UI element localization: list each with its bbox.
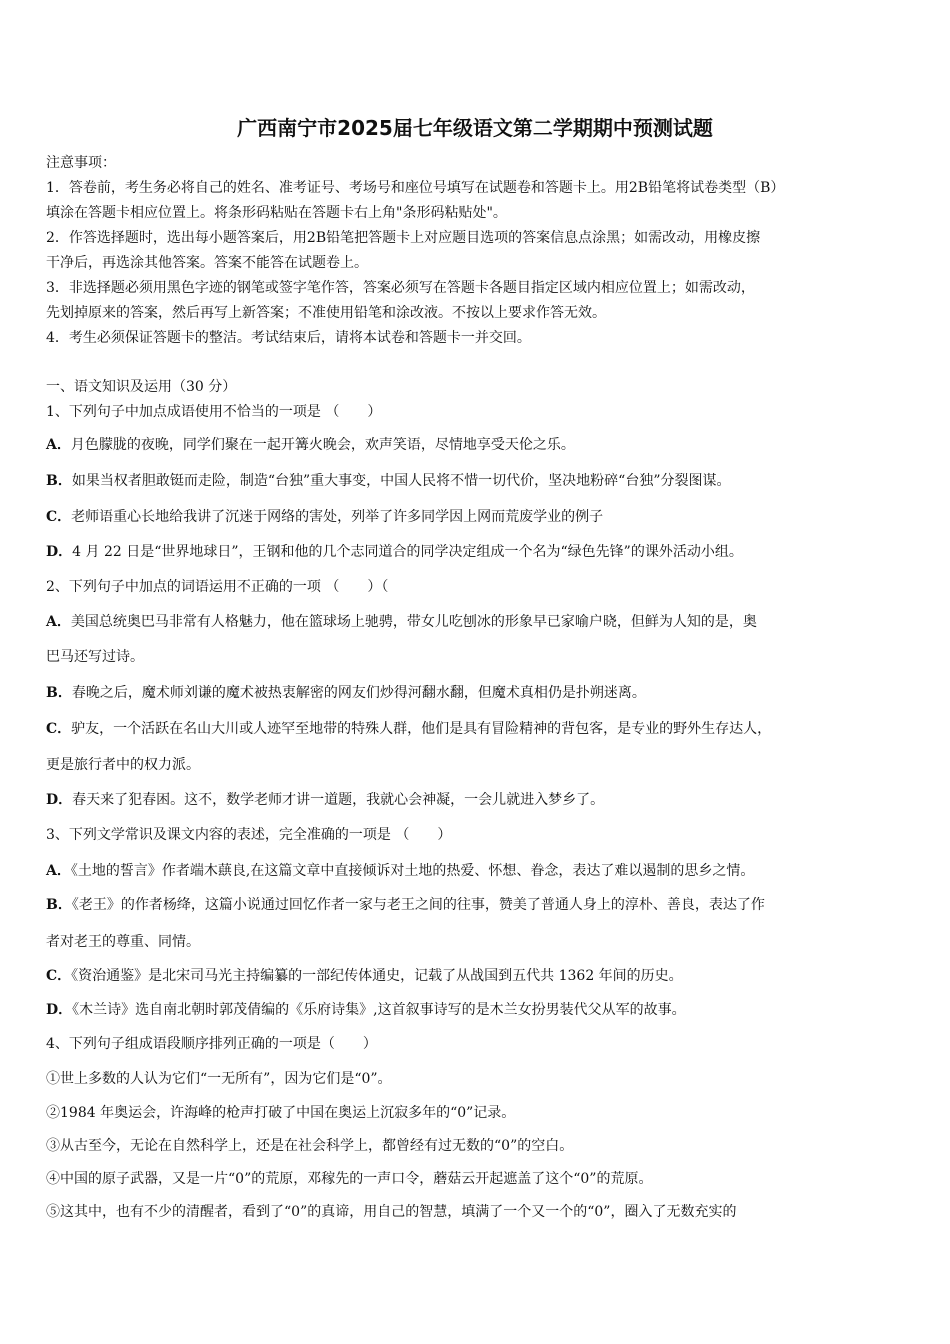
option-text: 春晚之后，魔术师刘谦的魔术被热衷解密的网友们炒得河翻水翻，但魔术真相仍是扑朔迷离。 [71, 685, 646, 701]
option-label: B． [46, 897, 72, 913]
question-2-stem: 2、下列句子中加点的词语运用不正确的一项 （ ）（ [46, 579, 389, 595]
question-3-option-d [46, 999, 908, 1019]
option-label: B． [46, 685, 72, 701]
section-heading: 一、语文知识及运用（30 分） [46, 379, 237, 395]
option-label: C． [46, 721, 72, 737]
notice-item-3a: 3．非选择题必须用黑色字迹的钢笔或签字笔作答，答案必须写在答题卡各题目指定区域内相应位置上；如需改动， [46, 280, 755, 296]
option-text: 月色朦胧的夜晚，同学们聚在一起开篝火晚会，欢声笑语，尽情地享受天伦之乐。 [70, 437, 575, 453]
notice-item-3b: 先划掉原来的答案，然后再写上新答案；不准使用铅笔和涂改液。不按以上要求作答无效。 [46, 305, 606, 321]
question-2-option-b [46, 682, 908, 702]
question-2-option-c-cont: 更是旅行者中的权力派。 [46, 757, 200, 773]
question-1-option-d [46, 541, 908, 561]
question-4-sentence-1: ①世上多数的人认为它们“一无所有”，因为它们是“0”。 [46, 1071, 392, 1087]
option-label: D． [46, 1002, 73, 1018]
option-text: 4 月 22 日是“世界地球日”，王钢和他的几个志同道合的同学决定组成一个名为“绿色先锋”的课外活动小组。 [72, 544, 743, 560]
page-title: 广西南宁市2025届七年级语文第二学期期中预测试题 [237, 116, 713, 140]
notice-item-2b: 干净后，再选涂其他答案。答案不能答在试题卷上。 [46, 255, 368, 271]
question-1-option-c [46, 506, 908, 526]
question-4-sentence-2: ②1984 年奥运会，许海峰的枪声打破了中国在奥运上沉寂多年的“0”记录。 [46, 1105, 516, 1121]
option-text: 驴友，一个活跃在名山大川或人迹罕至地带的特殊人群，他们是具有冒险精神的背包客，是专业的野外生存达人， [71, 721, 772, 737]
question-1-option-a [46, 434, 908, 454]
notice-item-2a: 2．作答选择题时，选出每小题答案后，用2B铅笔把答题卡上对应题目选项的答案信息点涂黑；如需改动，用橡皮擦 [46, 230, 761, 246]
option-text: 《土地的誓言》作者端木蕻良,在这篇文章中直接倾诉对土地的热爱、怀想、眷念，表达了难以遏制的思乡之情。 [70, 863, 755, 879]
option-text: 《资治通鉴》是北宋司马光主持编纂的一部纪传体通史，记载了从战国到五代共 1362 年间的历史。 [71, 968, 683, 984]
option-label: C． [46, 509, 72, 525]
option-label: D． [46, 544, 73, 560]
option-label: A． [46, 437, 71, 453]
question-4-sentence-3: ③从古至今，无论在自然科学上，还是在社会科学上，都曾经有过无数的“0”的空白。 [46, 1138, 574, 1154]
question-3-option-b-cont: 者对老王的尊重、同情。 [46, 934, 200, 950]
notice-item-4: 4．考生必须保证答题卡的整洁。考试结束后，请将本试卷和答题卡一并交回。 [46, 330, 531, 346]
question-3-stem: 3、下列文学常识及课文内容的表述，完全准确的一项是 （ ） [46, 827, 452, 843]
question-2-option-c [46, 718, 908, 738]
notice-heading: 注意事项： [46, 155, 116, 171]
question-4-sentence-4: ④中国的原子武器，又是一片“0”的荒原，邓稼先的一声口令，蘑菇云开起遮盖了这个“0”的荒原。 [46, 1171, 653, 1187]
question-1-stem: 1、下列句子中加点成语使用不恰当的一项是 （ ） [46, 404, 382, 420]
option-text: 《老王》的作者杨绛，这篇小说通过回忆作者一家与老王之间的往事，赞美了普通人身上的淳朴、善良，表达了作 [71, 897, 765, 913]
option-text: 老师语重心长地给我讲了沉迷于网络的害处，列举了许多同学因上网而荒废学业的例子 [71, 509, 604, 525]
option-label: C． [46, 968, 72, 984]
option-text: 《木兰诗》选自南北朝时郭茂倩编的《乐府诗集》,这首叙事诗写的是木兰女扮男装代父从军的故事。 [72, 1002, 686, 1018]
option-label: A． [46, 863, 71, 879]
question-3-option-a [46, 860, 908, 880]
option-text: 如果当权者胆敢铤而走险，制造“台独”重大事变，中国人民将不惜一切代价，坚决地粉碎“台独”分裂图谋。 [71, 473, 731, 489]
question-3-option-c [46, 965, 908, 985]
option-label: B． [46, 473, 72, 489]
option-text: 春天来了犯春困。这不，数学老师才讲一道题，我就心会神凝，一会儿就进入梦乡了。 [72, 792, 605, 808]
question-4-sentence-5: ⑤这其中，也有不少的清醒者，看到了“0”的真谛，用自己的智慧，填满了一个又一个的“0”，圈入了无数充实的 [46, 1204, 737, 1220]
notice-item-1b: 填涂在答题卡相应位置上。将条形码粘贴在答题卡右上角"条形码粘贴处"。 [46, 205, 507, 221]
notice-item-1a: 1．答卷前，考生务必将自己的姓名、准考证号、考场号和座位号填写在试题卷和答题卡上。用2B铅笔将试卷类型（B） [46, 180, 785, 196]
question-4-stem: 4、下列句子组成语段顺序排列正确的一项是（ ） [46, 1036, 377, 1052]
question-2-option-a-cont: 巴马还写过诗。 [46, 649, 144, 665]
option-label: D． [46, 792, 73, 808]
question-1-option-b [46, 470, 908, 490]
question-3-option-b [46, 894, 908, 914]
question-2-option-a [46, 611, 908, 631]
option-text: 美国总统奥巴马非常有人格魅力，他在篮球场上驰骋，带女儿吃刨冰的形象早已家喻户晓，但鲜为人知的是，奥 [70, 614, 757, 630]
option-label: A． [46, 614, 71, 630]
question-2-option-d [46, 789, 908, 809]
